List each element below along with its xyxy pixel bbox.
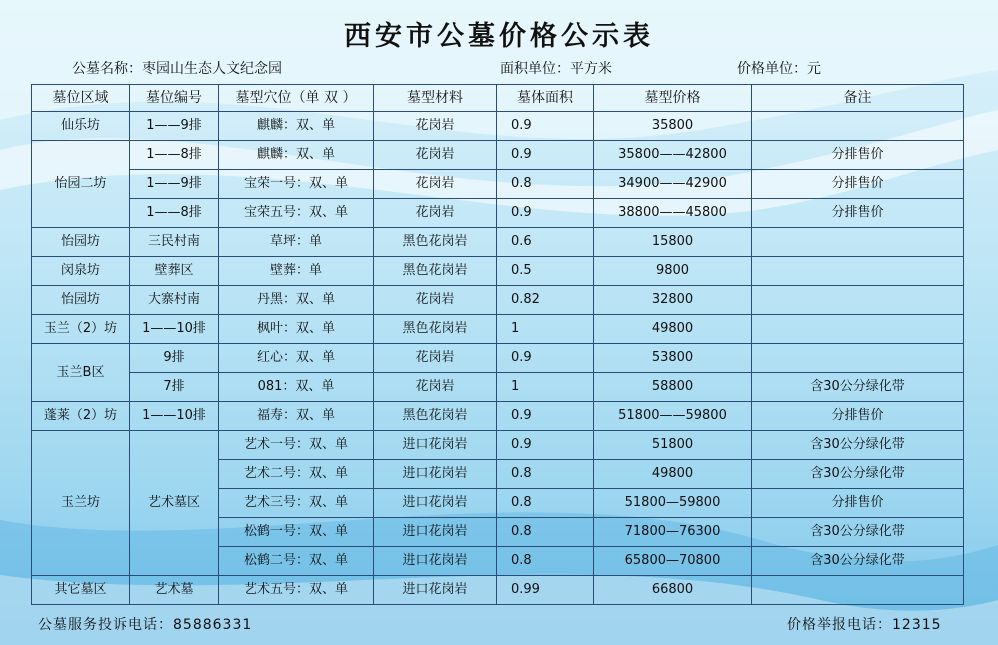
cell-tomb-type: 丹黑：双、单 <box>219 286 374 315</box>
cell-size: 1 <box>497 315 594 344</box>
cell-remarks <box>752 344 964 373</box>
cell-remarks: 分排售价 <box>752 402 964 431</box>
cell-material: 花岗岩 <box>374 141 497 170</box>
cell-remarks: 含30公分绿化带 <box>752 518 964 547</box>
cell-remarks <box>752 228 964 257</box>
table-row <box>32 315 964 344</box>
cell-material: 黑色花岗岩 <box>374 402 497 431</box>
table-header-row <box>32 85 964 112</box>
price-unit: 价格单位：元 <box>737 61 821 77</box>
cell-size: 0.8 <box>497 518 594 547</box>
cell-size: 0.9 <box>497 344 594 373</box>
header-price: 墓型价格 <box>594 85 752 112</box>
cell-price: 65800—70800 <box>594 547 752 576</box>
cell-material: 黑色花岗岩 <box>374 228 497 257</box>
cell-area: 玉兰坊 <box>32 431 130 576</box>
cell-tomb-type: 福寿：双、单 <box>219 402 374 431</box>
cell-price: 58800 <box>594 373 752 402</box>
cell-plot-no: 7排 <box>130 373 219 402</box>
price-table <box>31 84 964 605</box>
cell-remarks: 分排售价 <box>752 199 964 228</box>
cell-remarks: 分排售价 <box>752 170 964 199</box>
table-row <box>32 344 964 373</box>
cell-plot-no: 1——8排 <box>130 199 219 228</box>
cell-material: 花岗岩 <box>374 286 497 315</box>
table-row <box>32 402 964 431</box>
cell-plot-no: 9排 <box>130 344 219 373</box>
cell-material: 花岗岩 <box>374 199 497 228</box>
header-tomb-type: 墓型穴位（单 双 ） <box>219 85 374 112</box>
cell-size: 0.9 <box>497 112 594 141</box>
cell-plot-no: 大寨村南 <box>130 286 219 315</box>
table-row <box>32 286 964 315</box>
cell-size: 0.9 <box>497 431 594 460</box>
cell-remarks <box>752 257 964 286</box>
cell-remarks <box>752 112 964 141</box>
cell-material: 进口花岗岩 <box>374 547 497 576</box>
cell-remarks <box>752 315 964 344</box>
cell-size: 0.8 <box>497 460 594 489</box>
cell-remarks: 含30公分绿化带 <box>752 460 964 489</box>
area-unit: 面积单位：平方米 <box>500 61 612 77</box>
header-size: 墓体面积 <box>497 85 594 112</box>
table-row <box>32 112 964 141</box>
cell-area: 蓬莱（2）坊 <box>32 402 130 431</box>
header-plot-no: 墓位编号 <box>130 85 219 112</box>
cell-tomb-type: 麒麟：双、单 <box>219 112 374 141</box>
cell-tomb-type: 艺术五号：双、单 <box>219 576 374 605</box>
cell-area: 怡园二坊 <box>32 141 130 228</box>
cell-remarks: 分排售价 <box>752 489 964 518</box>
cell-tomb-type: 宝荣五号：双、单 <box>219 199 374 228</box>
cell-material: 进口花岗岩 <box>374 576 497 605</box>
cell-tomb-type: 艺术三号：双、单 <box>219 489 374 518</box>
cell-material: 黑色花岗岩 <box>374 257 497 286</box>
cell-tomb-type: 麒麟：双、单 <box>219 141 374 170</box>
header-material: 墓型材料 <box>374 85 497 112</box>
cell-area: 仙乐坊 <box>32 112 130 141</box>
cell-tomb-type: 松鹤一号：双、单 <box>219 518 374 547</box>
cell-price: 51800 <box>594 431 752 460</box>
cell-material: 进口花岗岩 <box>374 518 497 547</box>
cemetery-name: 公墓名称：枣园山生态人文纪念园 <box>72 61 282 77</box>
cell-plot-no: 1——8排 <box>130 141 219 170</box>
cell-price: 15800 <box>594 228 752 257</box>
cell-tomb-type: 草坪：单 <box>219 228 374 257</box>
cell-area: 怡园坊 <box>32 286 130 315</box>
cell-material: 黑色花岗岩 <box>374 315 497 344</box>
cell-area: 玉兰B区 <box>32 344 130 402</box>
cell-size: 0.8 <box>497 170 594 199</box>
cell-price: 71800—76300 <box>594 518 752 547</box>
cell-size: 0.9 <box>497 141 594 170</box>
cell-material: 花岗岩 <box>374 344 497 373</box>
cell-remarks <box>752 576 964 605</box>
cell-plot-no: 1——9排 <box>130 170 219 199</box>
table-row <box>32 170 964 199</box>
cell-remarks <box>752 286 964 315</box>
cell-tomb-type: 081：双、单 <box>219 373 374 402</box>
cell-size: 0.6 <box>497 228 594 257</box>
cell-remarks: 含30公分绿化带 <box>752 373 964 402</box>
complaint-phone: 公墓服务投诉电话：85886331 <box>38 617 253 633</box>
cell-tomb-type: 松鹤二号：双、单 <box>219 547 374 576</box>
cell-price: 51800—59800 <box>594 489 752 518</box>
cell-material: 花岗岩 <box>374 373 497 402</box>
cell-tomb-type: 宝荣一号：双、单 <box>219 170 374 199</box>
table-row <box>32 228 964 257</box>
cell-plot-no: 1——10排 <box>130 402 219 431</box>
cell-remarks: 含30公分绿化带 <box>752 547 964 576</box>
cell-plot-no: 艺术墓区 <box>130 431 219 576</box>
cell-size: 0.99 <box>497 576 594 605</box>
cell-price: 51800——59800 <box>594 402 752 431</box>
cell-remarks: 分排售价 <box>752 141 964 170</box>
cell-tomb-type: 艺术一号：双、单 <box>219 431 374 460</box>
cell-material: 进口花岗岩 <box>374 460 497 489</box>
cell-tomb-type: 艺术二号：双、单 <box>219 460 374 489</box>
table-row <box>32 576 964 605</box>
table-row <box>32 257 964 286</box>
table-row <box>32 141 964 170</box>
cell-plot-no: 1——10排 <box>130 315 219 344</box>
cell-size: 0.82 <box>497 286 594 315</box>
cell-price: 34900——42900 <box>594 170 752 199</box>
cell-plot-no: 三民村南 <box>130 228 219 257</box>
cell-price: 49800 <box>594 315 752 344</box>
cell-tomb-type: 红心：双、单 <box>219 344 374 373</box>
header-area: 墓位区域 <box>32 85 130 112</box>
cell-area: 其它墓区 <box>32 576 130 605</box>
table-row <box>32 373 964 402</box>
header-remarks: 备注 <box>752 85 964 112</box>
cell-size: 1 <box>497 373 594 402</box>
table-row <box>32 431 964 460</box>
cell-material: 进口花岗岩 <box>374 431 497 460</box>
cell-material: 花岗岩 <box>374 112 497 141</box>
cell-material: 花岗岩 <box>374 170 497 199</box>
cell-area: 怡园坊 <box>32 228 130 257</box>
cell-size: 0.5 <box>497 257 594 286</box>
cell-price: 66800 <box>594 576 752 605</box>
cell-plot-no: 壁葬区 <box>130 257 219 286</box>
cell-material: 进口花岗岩 <box>374 489 497 518</box>
table-row <box>32 199 964 228</box>
cell-price: 53800 <box>594 344 752 373</box>
cell-price: 32800 <box>594 286 752 315</box>
cell-area: 闵泉坊 <box>32 257 130 286</box>
page-title: 西安市公墓价格公示表 <box>344 21 654 52</box>
cell-price: 9800 <box>594 257 752 286</box>
cell-plot-no: 艺术墓 <box>130 576 219 605</box>
cell-price: 49800 <box>594 460 752 489</box>
cell-area: 玉兰（2）坊 <box>32 315 130 344</box>
cell-tomb-type: 壁葬：单 <box>219 257 374 286</box>
cell-remarks: 含30公分绿化带 <box>752 431 964 460</box>
cell-tomb-type: 枫叶：双、单 <box>219 315 374 344</box>
cell-price: 38800——45800 <box>594 199 752 228</box>
cell-size: 0.8 <box>497 547 594 576</box>
cell-price: 35800——42800 <box>594 141 752 170</box>
cell-size: 0.9 <box>497 402 594 431</box>
cell-price: 35800 <box>594 112 752 141</box>
price-report-phone: 价格举报电话：12315 <box>787 617 942 633</box>
cell-plot-no: 1——9排 <box>130 112 219 141</box>
cell-size: 0.9 <box>497 199 594 228</box>
cell-size: 0.8 <box>497 489 594 518</box>
